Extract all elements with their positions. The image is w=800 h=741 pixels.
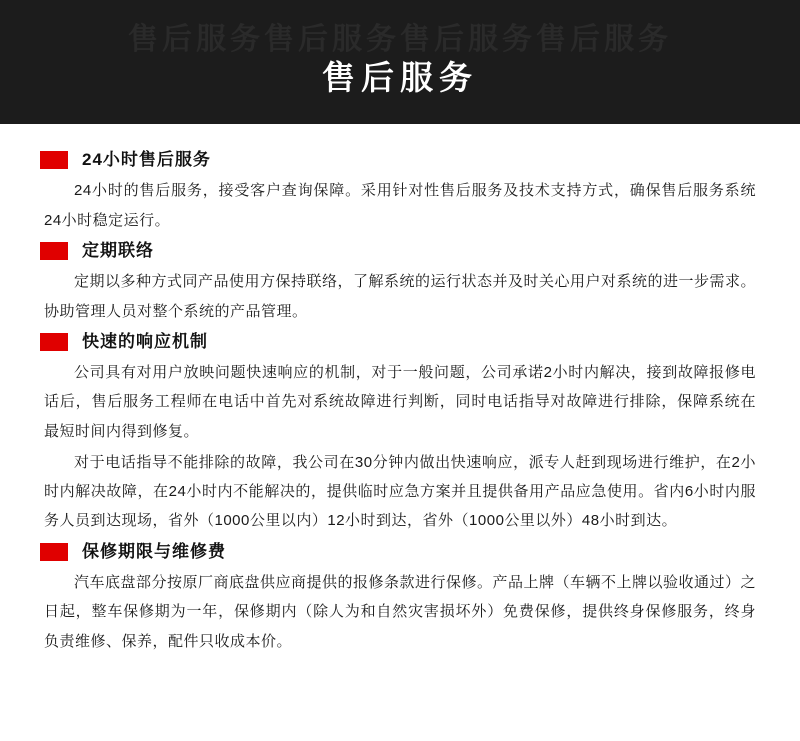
section-header: [40, 150, 760, 170]
section-paragraph: 汽车底盘部分按原厂商底盘供应商提供的报修条款进行保修。产品上牌（车辆不上牌以验收通过）之日起，整车保修期为一年，保修期内（除人为和自然灾害损坏外）免费保修，提供终身保修服务，终身负责维修、保养，配件只收成本价。: [44, 574, 757, 650]
section-paragraph: 公司具有对用户放映问题快速响应的机制，对于一般问题，公司承诺2小时内解决，接到故障报修电话后，售后服务工程师在电话中首先对系统故障进行判断，同时电话指导对故障进行排除，保障系统在最短时间内得到修复。: [44, 364, 756, 440]
page-banner: [0, 0, 800, 124]
red-square-bullet-icon: [40, 333, 68, 351]
section-title: 快速的响应机制: [82, 331, 208, 351]
section-paragraph: 对于电话指导不能排除的故障，我公司在30分钟内做出快速响应，派专人赶到现场进行维护，在2小时内解决故障，在24小时内不能解决的，提供临时应急方案并且提供备用产品应急使用。省内6小时内服务人员到达现场，省外（1000公里以内）12小时到达，省外（1000公里以外）48小时到达。: [44, 453, 756, 530]
banner-watermark-text: 售后服务售后服务售后服务售后服务: [128, 23, 672, 56]
section-header: [40, 332, 760, 352]
section-warranty: [40, 542, 760, 656]
section-paragraph: 24小时的售后服务，接受客户查询保障。采用针对性售后服务及技术支持方式，确保售后服务系统24小时稳定运行。: [44, 182, 756, 229]
red-square-bullet-icon: [40, 151, 68, 169]
red-square-bullet-icon: [40, 242, 68, 260]
red-square-bullet-icon: [40, 543, 68, 561]
section-title: 24小时售后服务: [82, 150, 211, 169]
section-title: 定期联络: [82, 240, 154, 260]
content-body: [0, 124, 800, 656]
section-header: [40, 241, 760, 261]
section-header: [40, 542, 760, 562]
page-title: 售后服务: [322, 59, 478, 96]
section-fast-response: [40, 332, 760, 536]
section-24h-service: [40, 150, 760, 235]
section-paragraph: 定期以多种方式同产品使用方保持联络，了解系统的运行状态并及时关心用户对系统的进一步需求。协助管理人员对整个系统的产品管理。: [44, 273, 757, 320]
section-title: 保修期限与维修费: [82, 541, 226, 561]
section-regular-contact: [40, 241, 760, 326]
